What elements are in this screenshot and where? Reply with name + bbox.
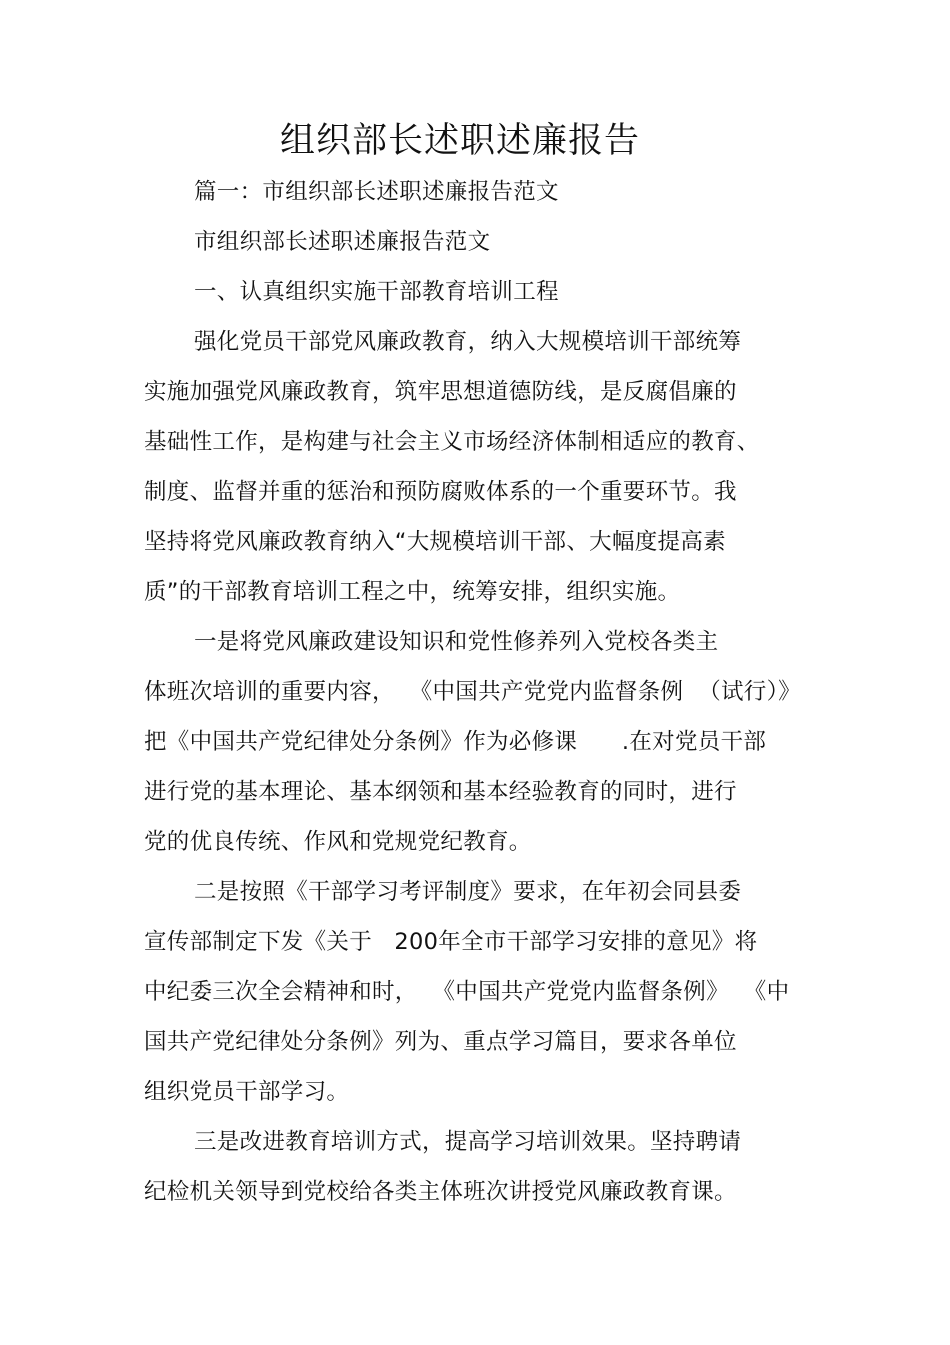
document-title: 组织部长述职述廉报告 — [279, 121, 640, 161]
paragraph-line: 基础性工作，是构建与社会主义市场经济体制相适应的教育、 — [144, 429, 760, 455]
paragraph-line: 坚持将党风廉政教育纳入“大规模培训干部、大幅度提高素 — [144, 529, 726, 555]
paragraph-line: 体班次培训的重要内容， 《中国共产党党内监督条例 （试行）》 — [144, 679, 801, 705]
paragraph-line: 纪检机关领导到党校给各类主体班次讲授党风廉政教育课。 — [144, 1179, 737, 1205]
paragraph-line: 把《中国共产党纪律处分条例》作为必修课 .在对党员干部 — [144, 729, 767, 755]
paragraph-line: 二是按照《干部学习考评制度》要求，在年初会同县委 — [194, 879, 742, 905]
paragraph-line: 国共产党纪律处分条例》列为、重点学习篇目，要求各单位 — [144, 1029, 737, 1055]
paragraph-line: 进行党的基本理论、基本纲领和基本经验教育的同时，进行 — [144, 779, 737, 805]
paragraph-line: 制度、监督并重的惩治和预防腐败体系的一个重要环节。我 — [144, 479, 737, 505]
paragraph-line: 强化党员干部党风廉政教育，纳入大规模培训干部统筹 — [194, 329, 742, 355]
paragraph-line: 实施加强党风廉政教育，筑牢思想道德防线，是反腐倡廉的 — [144, 379, 737, 405]
paragraph-line: 组织党员干部学习。 — [144, 1079, 350, 1105]
section-heading: 一、认真组织实施干部教育培训工程 — [194, 279, 559, 305]
paragraph-line: 质”的干部教育培训工程之中，统筹安排，组织实施。 — [144, 579, 681, 605]
paragraph-line: 党的优良传统、作风和党规党纪教育。 — [144, 829, 532, 855]
section-heading: 篇一：市组织部长述职述廉报告范文 — [194, 179, 559, 205]
paragraph-line: 三是改进教育培训方式，提高学习培训效果。坚持聘请 — [194, 1129, 742, 1155]
paragraph-line: 中纪委三次全会精神和时， 《中国共产党党内监督条例》 《中 — [144, 979, 790, 1005]
paragraph-line: 宣传部制定下发《关于 200年全市干部学习安排的意见》将 — [144, 929, 758, 955]
paragraph-line: 一是将党风廉政建设知识和党性修养列入党校各类主 — [194, 629, 719, 655]
subheading: 市组织部长述职述廉报告范文 — [194, 229, 491, 255]
